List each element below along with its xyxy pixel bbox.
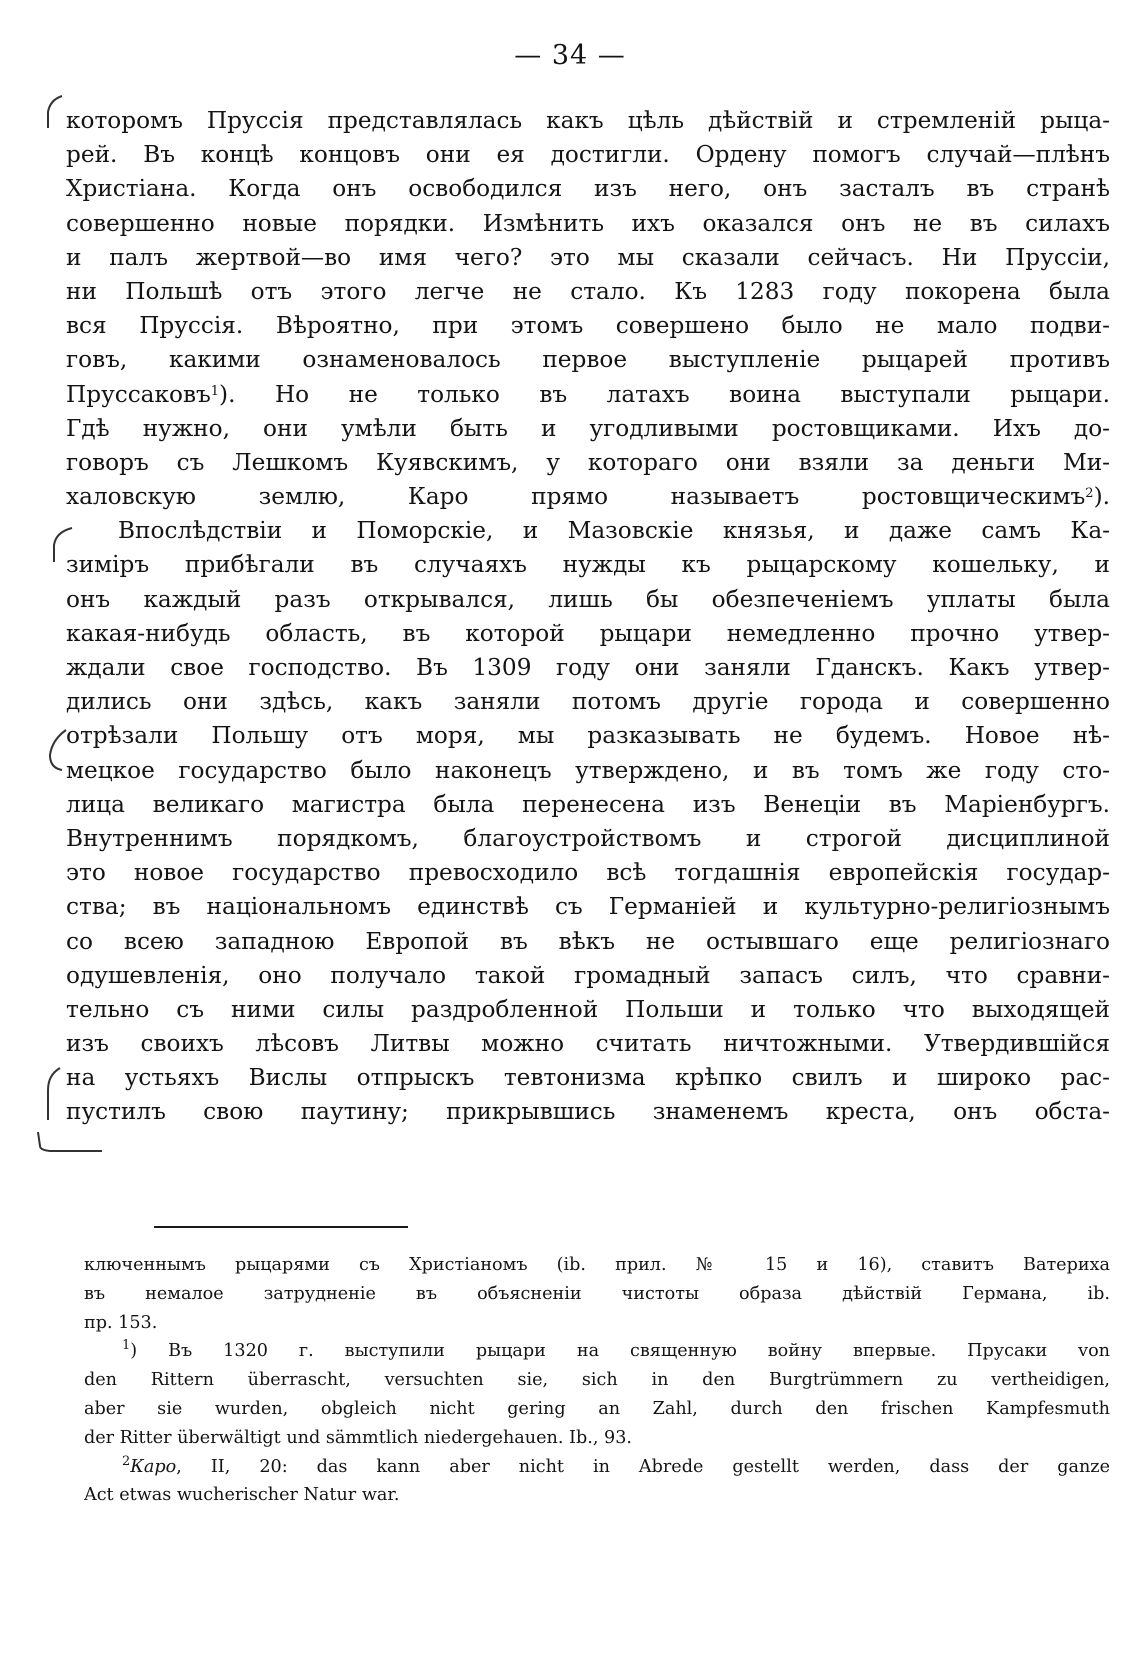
text-line: дились они здѣсь, какъ заняли потомъ другіе города и совершенно bbox=[66, 688, 1110, 716]
text-line: пустилъ свою паутину; прикрывшись знаменемъ креста, онъ обста- bbox=[66, 1098, 1110, 1126]
footnote-2-line: Act etwas wucherischer Natur war. bbox=[84, 1485, 400, 1506]
margin-bracket-1 bbox=[48, 96, 62, 128]
footnote-2-author: Каро bbox=[130, 1456, 177, 1477]
footnote-continuation-line: въ немалое затрудненіе въ объясненіи чистоты образа дѣйствій Германа, ib. bbox=[84, 1283, 1110, 1304]
footnote-1-line: den Rittern überrascht, versuchten sie, sich in den Burgtrümmern zu vertheidigen, bbox=[84, 1370, 1110, 1391]
text-line: какая-нибудь область, въ которой рыцари немедленно прочно утвер- bbox=[66, 619, 1110, 647]
text-line: и палъ жертвой—во имя чего? это мы сказали сейчасъ. Ни Пруссіи, bbox=[66, 243, 1110, 271]
text-line: которомъ Пруссія представлялась какъ цѣль дѣйствій и стремленій рыца- bbox=[66, 107, 1110, 134]
page-number: — 34 — bbox=[514, 40, 626, 71]
footnote-continuation-line: пр. 153. bbox=[84, 1312, 158, 1333]
text-line: тельно съ ними силы раздробленной Польши и только что выходящей bbox=[66, 995, 1110, 1023]
text-line: вся Пруссія. Вѣроятно, при этомъ совершено было не мало подви- bbox=[66, 312, 1110, 340]
footnote-ref: 1 bbox=[210, 383, 220, 399]
text-line: халовскую землю, Каро прямо называетъ ростовщическимъ$^2$). bbox=[66, 483, 1110, 511]
text-line: лица великаго магистра была перенесена изъ Венеціи въ Маріенбургъ. bbox=[66, 790, 1110, 818]
text-line: ства; въ національномъ единствѣ съ Германіей и культурно-религіознымъ bbox=[66, 893, 1110, 921]
footnote-separator bbox=[154, 1226, 408, 1228]
text-line: ждали свое господство. Въ 1309 году они заняли Гданскъ. Какъ утвер- bbox=[66, 654, 1110, 681]
footnote-2-mark: 2 bbox=[122, 1453, 131, 1469]
footnote-1: $^1$) Въ 1320 г. выступили рыцари на священную войну впервые. Прусаки von bbox=[122, 1338, 1110, 1362]
text-line: изъ своихъ лѣсовъ Литвы можно считать ничтожными. Утвердившійся bbox=[66, 1030, 1110, 1058]
paragraph-start-line: Впослѣдствіи и Поморскіе, и Мазовскіе князья, и даже самъ Ка- bbox=[118, 517, 1110, 545]
text-line: говоръ съ Лешкомъ Куявскимъ, у котораго они взяли за деньги Ми- bbox=[66, 448, 1110, 476]
footnote-1-line: aber sie wurden, obgleich nicht gering an Zahl, durch den frischen Kampfesmuth bbox=[84, 1398, 1110, 1419]
margin-bracket-4 bbox=[48, 1068, 60, 1120]
text-line: Пруссаковъ$^1$). Но не только въ латахъ воина выступали рыцари. bbox=[66, 380, 1110, 408]
footnote-ref: 2 bbox=[1085, 486, 1094, 502]
text-line: это новое государство превосходило всѣ тогдашнія европейскія государ- bbox=[66, 859, 1110, 887]
text-line: рей. Въ концѣ концовъ они ея достигли. Ордену помогъ случай—плѣнъ bbox=[66, 141, 1110, 169]
text-line: онъ каждый разъ открывался, лишь бы обезпеченіемъ уплаты была bbox=[66, 585, 1110, 613]
text-line: со всею западною Европой въ вѣкъ не остывшаго еще религіознаго bbox=[66, 927, 1110, 955]
text-line: Внутреннимъ порядкомъ, благоустройствомъ и строгой дисциплиной bbox=[66, 824, 1110, 852]
text-line: мецкое государство было наконецъ утверждено, и въ томъ же году сто- bbox=[66, 756, 1110, 784]
margin-underline bbox=[38, 1132, 102, 1151]
footnote-1-line: der Ritter überwältigt und sämmtlich niedergehauen. Ib., 93. bbox=[84, 1427, 633, 1448]
text-line: на устьяхъ Вислы отпрыскъ тевтонизма крѣпко свилъ и широко рас- bbox=[66, 1064, 1110, 1092]
main-text bbox=[66, 104, 1110, 1130]
footnote-2: $^2$Каро, II, 20: das kann aber nicht in Abrede gestellt werden, dass der ganze bbox=[122, 1453, 1110, 1477]
text-line: говъ, какими ознаменовалось первое выступленіе рыцарей противъ bbox=[66, 346, 1110, 374]
margin-bracket-3 bbox=[50, 730, 66, 770]
text-line: совершенно новые порядки. Измѣнить ихъ оказался онъ не въ силахъ bbox=[66, 209, 1110, 237]
text-line: зиміръ прибѣгали въ случаяхъ нужды къ рыцарскому кошельку, и bbox=[66, 551, 1110, 579]
text-line: Гдѣ нужно, они умѣли быть и угодливыми ростовщиками. Ихъ до- bbox=[66, 414, 1110, 442]
text-line: ни Польшѣ отъ этого легче не стало. Къ 1283 году покорена была bbox=[66, 277, 1110, 305]
text-line: отрѣзали Польшу отъ моря, мы разказывать не будемъ. Новое нѣ- bbox=[66, 722, 1110, 750]
footnote-continuation-line: ключеннымъ рыцарями съ Христіаномъ (ib. прил. № 15 и 16), ставитъ Ватериха bbox=[84, 1255, 1110, 1275]
text-line: Христіана. Когда онъ освободился изъ него, онъ засталъ въ странѣ bbox=[66, 175, 1110, 203]
text-line: одушевленія, оно получало такой громадный запасъ силъ, что сравни- bbox=[66, 961, 1110, 989]
footnotes bbox=[84, 1251, 1110, 1510]
footnote-1-mark: 1 bbox=[122, 1338, 131, 1354]
